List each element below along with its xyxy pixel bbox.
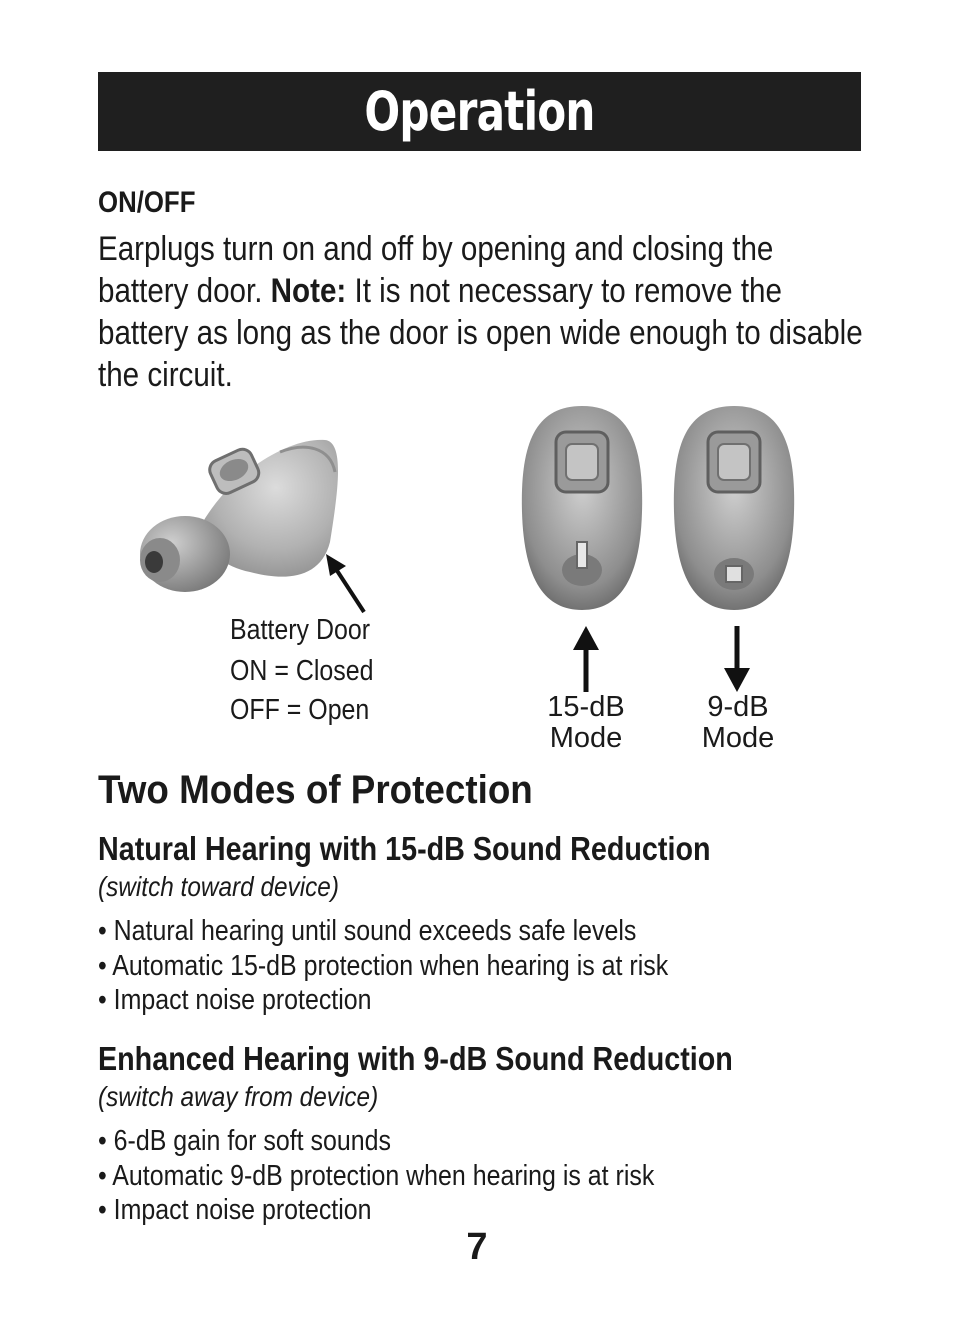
list-item: • Impact noise protection [98,1194,372,1226]
mode-9db-label [678,692,798,754]
list-item: • Impact noise protection [98,984,372,1016]
mode-15db-line1: 15-dB [547,691,625,723]
mode-9db-line1: 9-dB [707,691,769,723]
note-label: Note: [270,272,347,310]
battery-door-label: Battery Door [230,614,371,646]
natural-hearing-note: (switch toward device) [98,871,339,902]
natural-hearing-heading: Natural Hearing with 15-dB Sound Reduction [98,830,711,867]
on-closed-label: ON = Closed [230,655,374,687]
earplug-15db-image [518,402,646,614]
page-title: Operation [364,80,595,143]
enhanced-hearing-heading: Enhanced Hearing with 9-dB Sound Reduction [98,1040,733,1077]
list-item: • Automatic 15-dB protection when hearing is at risk [98,949,669,982]
onoff-text-1: Earplugs turn on and off by opening and closing the battery door. [98,230,774,310]
enhanced-hearing-list [98,1124,745,1228]
page-number: 7 [466,1226,488,1268]
arrow-down-icon [721,624,753,694]
list-item: • Automatic 9-dB protection when hearing is at risk [98,1159,655,1192]
list-item: • Natural hearing until sound exceeds safe levels [98,915,637,947]
mode-15db-line2: Mode [549,722,623,754]
earplug-9db-image [670,402,798,614]
mode-9db-line2: Mode [701,722,775,754]
onoff-paragraph [98,228,864,396]
onoff-heading: ON/OFF [98,186,196,219]
off-open-label: OFF = Open [230,694,370,726]
mode-15db-label [526,692,646,754]
natural-hearing-list [98,914,761,1018]
list-item: • 6-dB gain for soft sounds [98,1125,391,1157]
enhanced-hearing-note: (switch away from device) [98,1081,379,1112]
arrow-up-icon [570,624,602,694]
modes-heading: Two Modes of Protection [98,768,533,812]
battery-door-arrow-icon [320,550,370,616]
onoff-text-2: It is not necessary to remove the battery as long as the door is open wide enough to disable the circuit. [98,272,863,394]
